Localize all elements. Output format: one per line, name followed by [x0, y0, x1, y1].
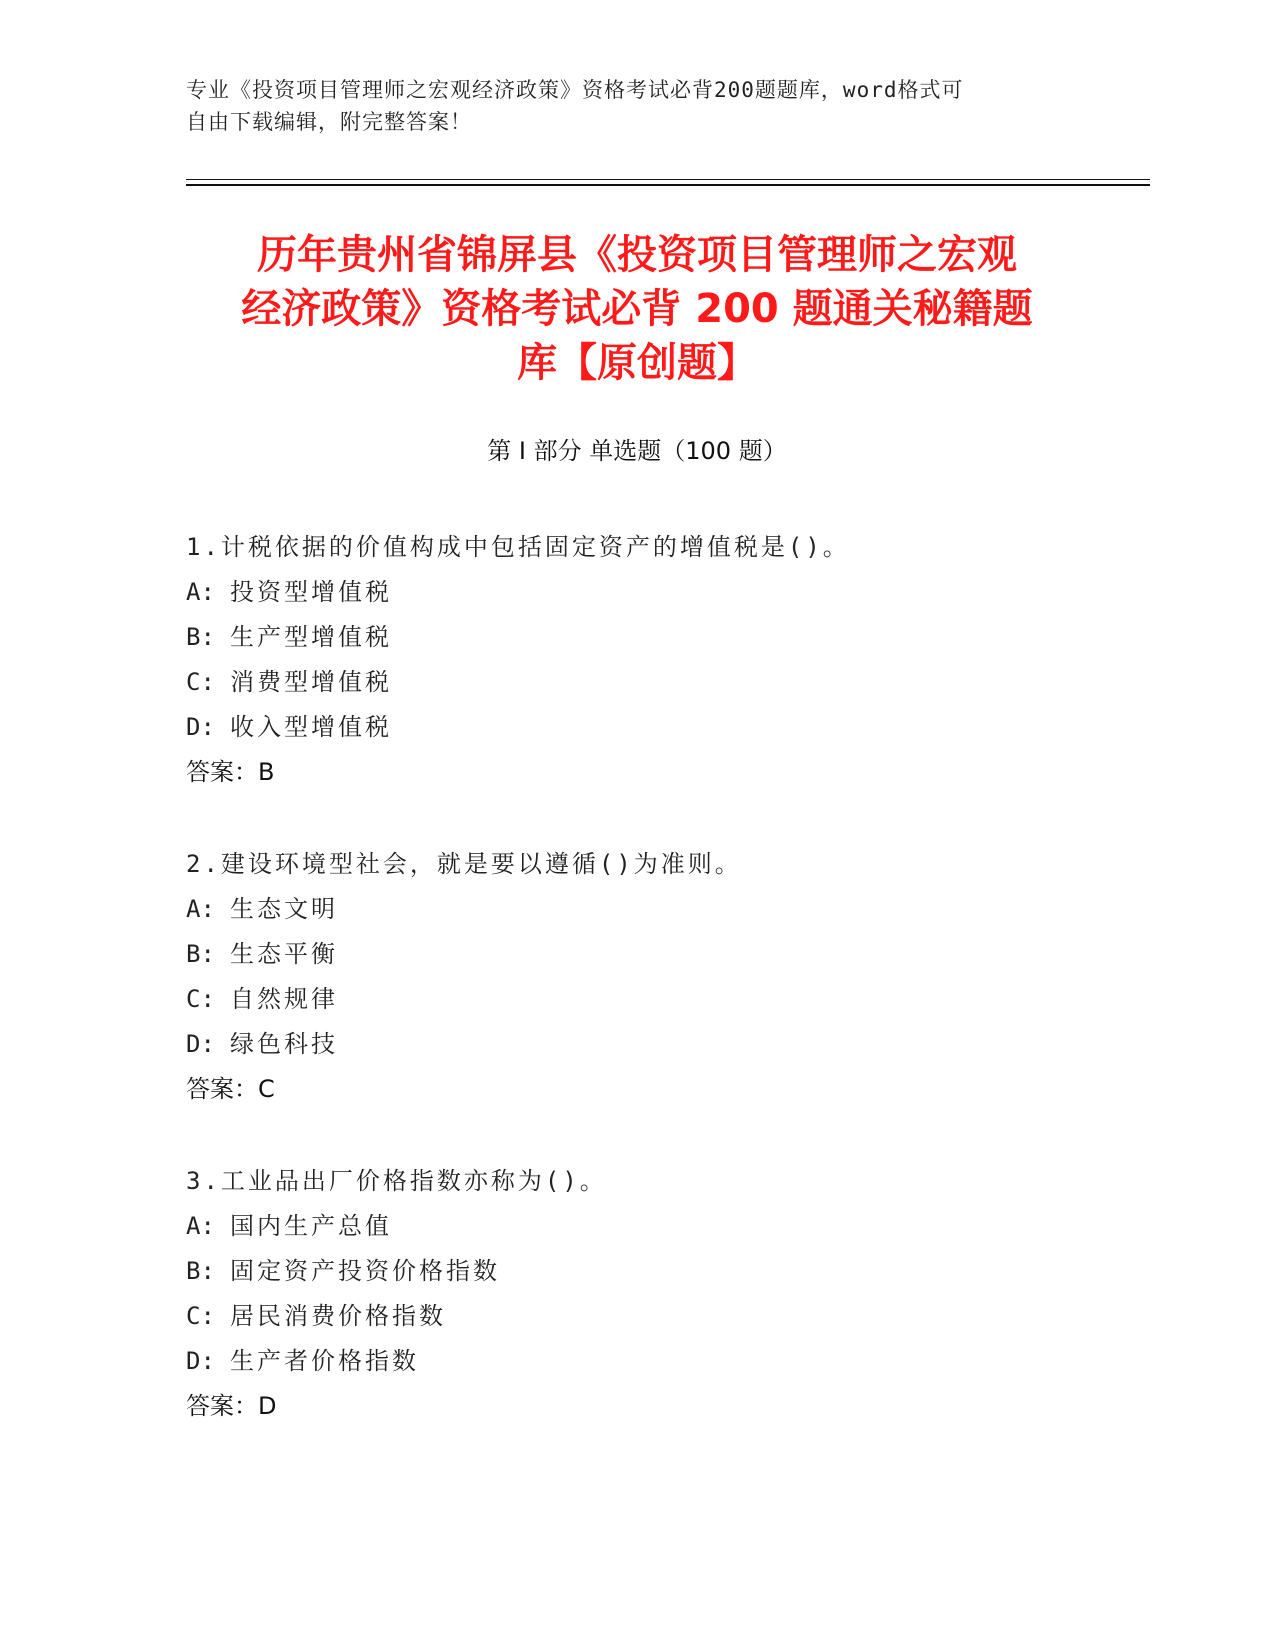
option-c	[186, 660, 1086, 705]
header-note	[186, 74, 1076, 138]
document-title	[186, 228, 1088, 390]
option-d	[186, 1022, 1086, 1067]
option-letter: C:	[186, 1302, 215, 1330]
answer-line: 答案：D	[186, 1392, 277, 1420]
option-text: 自然规律	[230, 985, 338, 1013]
question-2	[186, 842, 1086, 1112]
option-text: 收入型增值税	[230, 713, 392, 741]
option-text: 居民消费价格指数	[230, 1302, 446, 1330]
header-note-line-2: 自由下载编辑，附完整答案！	[186, 110, 472, 134]
option-a	[186, 570, 1086, 615]
option-letter: A:	[186, 1212, 215, 1240]
option-letter: A:	[186, 578, 215, 606]
option-letter: D:	[186, 713, 215, 741]
option-c	[186, 977, 1086, 1022]
option-d	[186, 1339, 1086, 1384]
option-text: 消费型增值税	[230, 668, 392, 696]
option-text: 生态文明	[230, 895, 338, 923]
option-text: 绿色科技	[230, 1030, 338, 1058]
question-3	[186, 1159, 1086, 1429]
header-note-line-1: 专业《投资项目管理师之宏观经济政策》资格考试必背200题题库，word格式可	[186, 78, 964, 102]
option-letter: C:	[186, 985, 215, 1013]
option-b	[186, 932, 1086, 977]
option-letter: A:	[186, 895, 215, 923]
option-letter: D:	[186, 1030, 215, 1058]
option-b	[186, 1249, 1086, 1294]
document-title-line-3: 库【原创题】	[517, 340, 757, 386]
option-a	[186, 1204, 1086, 1249]
question-stem: 2.建设环境型社会，就是要以遵循()为准则。	[186, 850, 742, 878]
option-a	[186, 887, 1086, 932]
option-text: 生产型增值税	[230, 623, 392, 651]
option-letter: B:	[186, 623, 215, 651]
question-stem: 3.工业品出厂价格指数亦称为()。	[186, 1167, 607, 1195]
option-letter: B:	[186, 1257, 215, 1285]
option-letter: C:	[186, 668, 215, 696]
option-text: 生态平衡	[230, 940, 338, 968]
option-text: 固定资产投资价格指数	[230, 1257, 500, 1285]
document-title-line-1: 历年贵州省锦屏县《投资项目管理师之宏观	[257, 232, 1017, 278]
answer-line: 答案：C	[186, 1075, 275, 1103]
option-c	[186, 1294, 1086, 1339]
answer-line: 答案：B	[186, 758, 275, 786]
question-1	[186, 525, 1086, 795]
question-stem: 1.计税依据的价值构成中包括固定资产的增值税是()。	[186, 533, 850, 561]
option-letter: B:	[186, 940, 215, 968]
option-text: 国内生产总值	[230, 1212, 392, 1240]
document-title-line-2: 经济政策》资格考试必背 200 题通关秘籍题	[241, 286, 1033, 332]
option-d	[186, 705, 1086, 750]
question-list	[186, 525, 1086, 1476]
option-letter: D:	[186, 1347, 215, 1375]
header-divider-thick	[186, 184, 1150, 186]
option-text: 投资型增值税	[230, 578, 392, 606]
option-b	[186, 615, 1086, 660]
section-heading: 第 I 部分 单选题（100 题）	[487, 437, 787, 465]
header-divider-thin	[186, 179, 1150, 180]
option-text: 生产者价格指数	[230, 1347, 419, 1375]
